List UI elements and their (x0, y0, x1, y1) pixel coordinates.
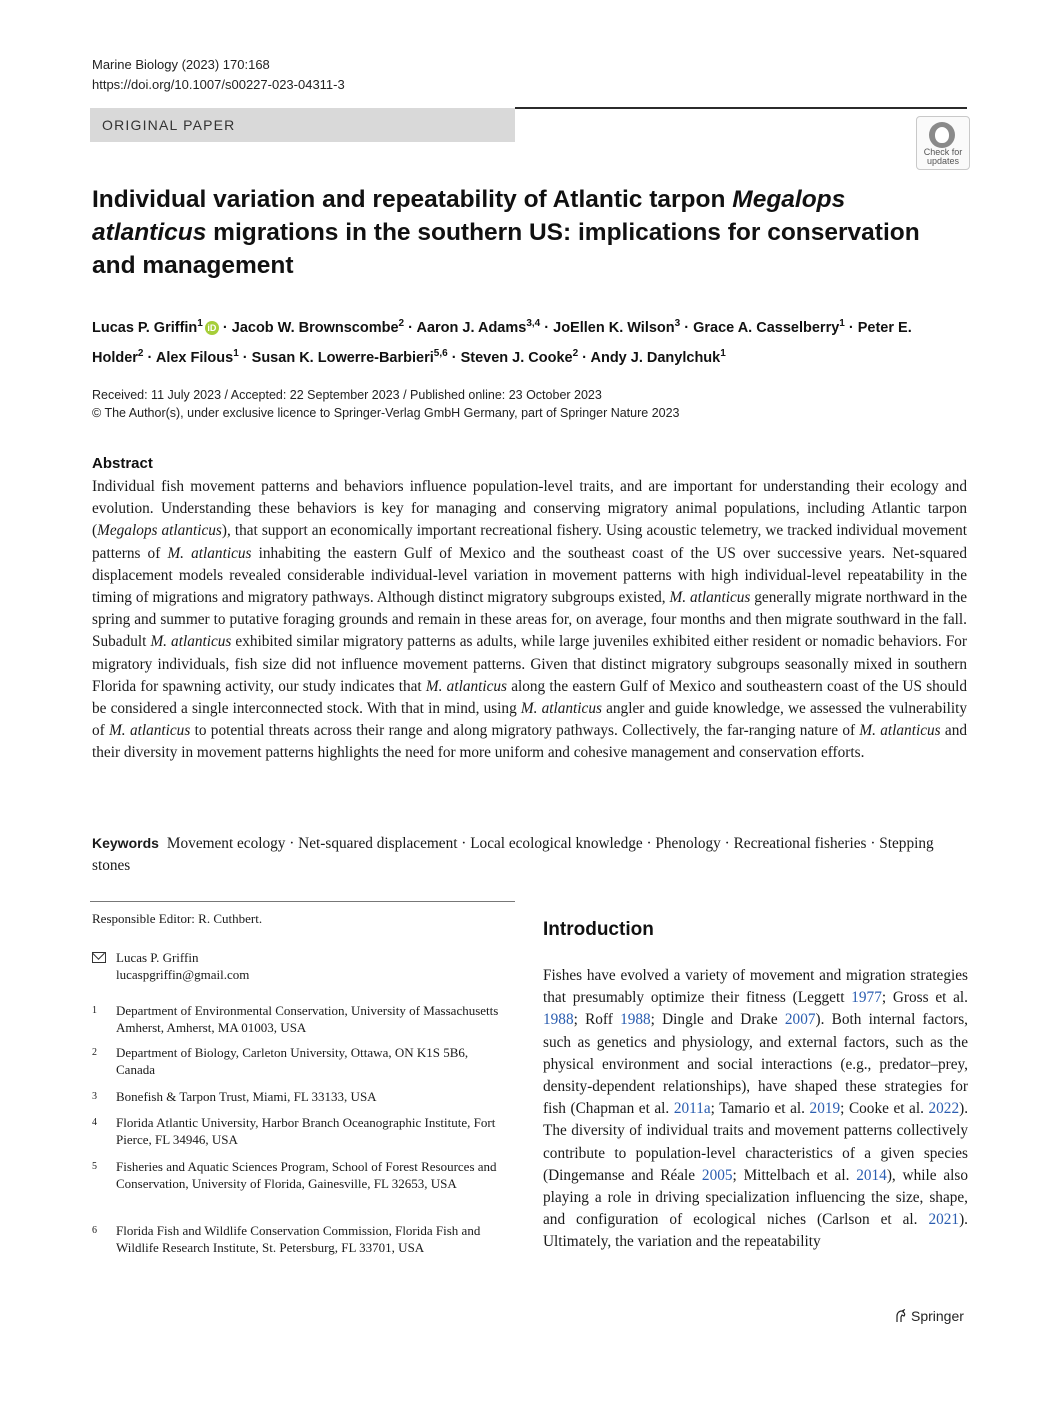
species-name: M. atlanticus (109, 722, 191, 740)
springer-horse-icon (893, 1309, 907, 1323)
species-name: M. atlanticus (167, 544, 252, 562)
author[interactable] (416, 320, 540, 336)
text-segment: Individual fish movement patterns and behaviors influence population-level traits, and are important for understanding their ecology and evolution. Understanding these behaviors is key for managing and conserving migratory animal populations, including Atlantic tarpon ( (92, 478, 967, 540)
species-name: M. atlanticus (150, 633, 232, 651)
crossmark-label-1: Check for (923, 147, 963, 157)
text-segment: ; Tamario et al. (710, 1100, 810, 1118)
author-name: Andy J. Danylchuk (590, 349, 721, 366)
text-segment: ; Dingle and Drake (650, 1011, 785, 1029)
author-name: JoEllen K. Wilson (553, 319, 675, 336)
citation-link[interactable]: 2011a (673, 1100, 711, 1118)
citation-link[interactable]: 2014 (856, 1166, 887, 1184)
author[interactable] (251, 347, 448, 366)
author[interactable] (92, 320, 219, 336)
text-segment: ; Roff (573, 1011, 621, 1029)
author-name: Lucas P. Griffin (92, 319, 198, 336)
text-segment: along the eastern Gulf of Mexico and southeastern coast of the US should be considered a single interconnected stock. With that in mind, using (92, 677, 967, 718)
crossmark-button[interactable] (916, 116, 970, 170)
author[interactable] (232, 320, 404, 336)
corresponding-email[interactable]: lucaspgriffin@gmail.com (116, 967, 250, 982)
author-name: Alex Filous (155, 349, 234, 366)
author[interactable] (553, 320, 680, 336)
citation-link[interactable]: 1977 (851, 989, 882, 1007)
text-segment: Fishes have evolved a variety of movement and migration strategies that presumably optimize their fitness (Leggett (543, 967, 968, 1007)
article-type-label: ORIGINAL PAPER (102, 117, 236, 133)
responsible-editor: Responsible Editor: R. Cuthbert. (92, 911, 263, 926)
doi-link[interactable]: https://doi.org/10.1007/s00227-023-04311-3 (92, 77, 345, 92)
citation-link[interactable]: 1988 (620, 1011, 651, 1029)
journal-info (92, 55, 345, 95)
title-species: Megalops atlanticus (92, 186, 846, 246)
affiliation-number: 4 (92, 1117, 97, 1128)
citation-link[interactable]: 2019 (809, 1100, 841, 1118)
affiliation-number: 1 (92, 1005, 97, 1016)
publisher-name: Springer (911, 1308, 964, 1324)
text-segment: ). Ultimately, the variation and the repeatability (543, 1211, 968, 1251)
citation-link[interactable]: 1988 (543, 1011, 574, 1029)
abstract-heading: Abstract (92, 455, 153, 472)
abstract-body (92, 476, 967, 765)
text-segment: ). The diversity of individual traits and movement patterns collectively contribute to population-level characteristics of a given species (Dingemanse and Réale (543, 1100, 969, 1184)
author-affiliation-mark: 1 (839, 318, 845, 329)
affiliation-text: Bonefish & Tarpon Trust, Miami, FL 33133, USA (116, 1089, 377, 1104)
text-segment: inhabiting the eastern Gulf of Mexico and the southeast coast of the US over successive years. Net-squared displacement models revealed considerable individual-level variation in movement patterns with high individual-level repeatability in the timing of migrations and migratory pathways. Although distinct migratory subgroups existed, (92, 544, 967, 607)
text-segment: generally migrate northward in the spring and summer to putative foraging grounds and remain in these areas for, on average, four months and then migrate southward in the fall. Subadult (92, 589, 968, 651)
author-affiliation-mark: 2 (572, 347, 579, 359)
author-name: Peter E. Holder (92, 319, 912, 366)
dates-line: Received: 11 July 2023 / Accepted: 22 September 2023 / Published online: 23 October 2023 (92, 388, 602, 402)
text-segment: and their diversity in movement patterns highlights the need for more uniform and cohesive management and conservation efforts. (92, 722, 967, 762)
publisher-footer (893, 1308, 964, 1324)
affiliation-number: 6 (92, 1225, 97, 1236)
affiliation-number: 5 (92, 1161, 97, 1172)
copyright-line: © The Author(s), under exclusive licence to Springer-Verlag GmbH Germany, part of Springer Nature 2023 (92, 406, 680, 420)
author-affiliation-mark: 1 (197, 318, 203, 329)
journal-citation: Marine Biology (2023) 170:168 (92, 57, 270, 72)
species-name: M. atlanticus (425, 677, 508, 695)
title-text-2: migrations in the southern US: implications for conservation and management (92, 219, 920, 279)
author-affiliation-mark: 5,6 (433, 347, 448, 359)
text-segment: ), while also playing a role in driving specialization influencing the size, shape, and configuration of ecological niches (Carlson et al. (543, 1166, 968, 1229)
author-name: Susan K. Lowerre-Barbieri (251, 349, 434, 366)
publication-dates (92, 386, 680, 422)
author-affiliation-mark: 2 (398, 318, 405, 329)
text-segment: to potential threats across their range and along migratory pathways. Collectively, the far-ranging nature of (190, 722, 860, 740)
text-segment: ; Mittelbach et al. (732, 1166, 857, 1184)
species-name: M. atlanticus (859, 722, 941, 740)
affiliation-number: 3 (92, 1091, 97, 1102)
author-name: Aaron J. Adams (416, 319, 527, 336)
orcid-icon[interactable]: iD (205, 321, 219, 335)
citation-link[interactable]: 2022 (928, 1100, 960, 1118)
text-segment: angler and guide knowledge, we assessed the vulnerability of (92, 700, 967, 740)
species-name: Megalops atlanticus (97, 522, 222, 540)
keywords-text: Movement ecology · Net-squared displacement · Local ecological knowledge · Phenology · Recreational fisheries · Stepping stones (92, 835, 934, 875)
footnote-rule (90, 901, 515, 902)
text-segment: exhibited similar migratory patterns as adults, while large juveniles exhibited either resident or nomadic behaviors. For migratory individuals, fish size did not influence movement patterns. Given that distinct migratory subgroups seasonally mixed in southern Florida for spawning activity, our study indicates that (92, 633, 967, 695)
citation-link[interactable]: 2021 (928, 1211, 960, 1229)
author-affiliation-mark: 1 (233, 347, 239, 359)
author-affiliation-mark: 3 (674, 318, 681, 329)
author[interactable] (693, 320, 845, 336)
author-name: Grace A. Casselberry (693, 319, 840, 336)
affiliation-text: Fisheries and Aquatic Sciences Program, School of Forest Resources and Conservation, University of Florida, Gainesville, FL 32653, USA (116, 1159, 497, 1192)
text-segment: ). Both internal factors, such as genetics and physiology, and external factors, such as the physical environment and social interactions (e.g., predator–prey, density-dependent relationships), have shaped these strategies for fish (Chapman et al. (543, 1011, 968, 1118)
citation-link[interactable]: 2005 (701, 1166, 733, 1184)
crossmark-label-2: updates (926, 156, 960, 166)
header-rule (515, 107, 967, 109)
text-segment: ), that support an economically important recreational fishery. Using acoustic telemetry, we tracked individual movement patterns of (92, 522, 967, 562)
author[interactable] (590, 347, 726, 366)
article-title (92, 183, 932, 282)
keywords-label: Keywords (92, 835, 159, 851)
author-affiliation-mark: 1 (720, 347, 726, 359)
keywords (92, 832, 967, 877)
affiliation-text: Florida Fish and Wildlife Conservation Commission, Florida Fish and Wildlife Research Institute, St. Petersburg, FL 33701, USA (116, 1223, 481, 1256)
author-affiliation-mark: 3,4 (526, 318, 541, 329)
title-text-1: Individual variation and repeatability of Atlantic tarpon (92, 186, 733, 213)
affiliation-text: Department of Biology, Carleton University, Ottawa, ON K1S 5B6, Canada (116, 1045, 469, 1078)
author-affiliation-mark: 2 (137, 347, 144, 359)
species-name: M. atlanticus (520, 700, 602, 718)
author-name: Steven J. Cooke (460, 349, 573, 366)
article-type-bar (90, 108, 515, 142)
crossmark-icon (929, 122, 955, 148)
envelope-icon (92, 952, 106, 963)
author[interactable] (155, 347, 239, 366)
affiliation-number: 2 (92, 1047, 97, 1058)
affiliation-text: Department of Environmental Conservation, University of Massachusetts Amherst, Amherst, MA 01003, USA (116, 1003, 499, 1036)
citation-link[interactable]: 2007 (784, 1011, 816, 1029)
introduction-heading: Introduction (543, 919, 654, 940)
text-segment: ; Gross et al. (881, 989, 969, 1007)
affiliation-text: Florida Atlantic University, Harbor Branch Oceanographic Institute, Fort Pierce, FL 34946, USA (116, 1115, 496, 1148)
introduction-body (543, 965, 968, 1254)
author-list: Lucas P. Griffin$^1$ iD · Jacob W. Brownscombe$^2$ · Aaron J. Adams$^{3,4}$ · JoEllen K. Wilson$^3$ · Grace A. Casselberry$^1$ · Peter E. Holder$^2$ · Alex Filous$^1$ · Susan K. Lowerre-Barbieri$^{5,6}$ · Steven J. Cooke$^2$ · Andy J. Danylchuk$^1$ (92, 318, 912, 366)
corresponding-author: Lucas P. Griffin (116, 950, 199, 965)
text-segment: ; Cooke et al. (840, 1100, 929, 1118)
author-name: Jacob W. Brownscombe (231, 319, 399, 336)
species-name: M. atlanticus (669, 589, 751, 607)
author[interactable] (460, 347, 579, 366)
